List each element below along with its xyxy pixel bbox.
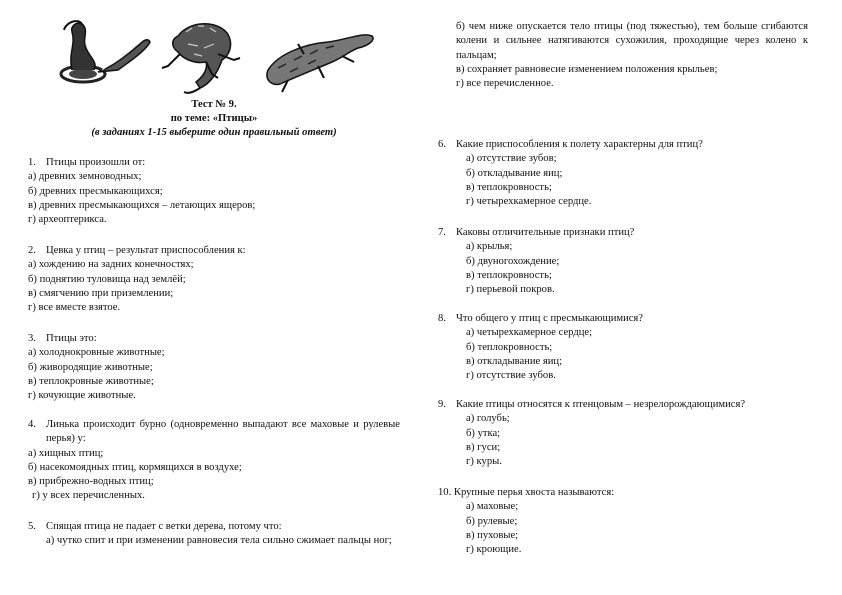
- answer-option: а) чутко спит и при изменении равновесия тела сильно сжимает пальцы ног;: [46, 535, 392, 547]
- answer-option: б) чем ниже опускается тело птицы (под тяжестью), тем больше сгибаются колени и сильнее натягиваются сухожилия, проходящие через колено к пальцам;: [456, 21, 808, 61]
- answer-option: в) откладывание яиц;: [466, 355, 563, 367]
- question-3: [28, 332, 400, 403]
- answer-option: в) смягчению при приземлении;: [28, 287, 174, 299]
- cobra-illustration: [61, 21, 150, 82]
- question-text: Птицы произошли от:: [46, 157, 146, 168]
- header-illustrations: [28, 14, 400, 96]
- answer-option: г) перьевой покров.: [466, 284, 555, 296]
- answer-option: в) сохраняет равновесие изменением положения крыльев;: [456, 63, 718, 75]
- question-text: Каковы отличительные признаки птиц?: [456, 227, 635, 238]
- answer-option: в) прибрежно-водных птиц;: [28, 476, 154, 488]
- answer-option: г) археоптерикса.: [28, 214, 107, 226]
- question-4: [28, 418, 400, 504]
- question-text: Спящая птица не падает с ветки дерева, потому что:: [46, 521, 282, 532]
- answer-option: б) древних пресмыкающихся;: [28, 185, 163, 197]
- answer-option: б) теплокровность;: [466, 341, 553, 353]
- answer-option: в) теплокровные животные;: [28, 375, 154, 387]
- answer-option: в) древних пресмыкающихся – летающих ящеров;: [28, 199, 256, 211]
- test-instruction: (в заданиях 1-15 выберите один правильный ответ): [91, 127, 337, 138]
- question-number: 8.: [438, 313, 446, 324]
- question-5: [28, 520, 400, 549]
- answer-option: г) кроющие.: [466, 544, 522, 556]
- answer-option: б) поднятию туловища над землёй;: [28, 273, 186, 285]
- answer-option: в) теплокровность;: [466, 269, 552, 281]
- answer-option: а) крылья;: [466, 241, 513, 253]
- answer-option: г) кочующие животные.: [28, 390, 136, 402]
- answer-option: г) у всех перечисленных.: [32, 490, 145, 502]
- answer-option: а) маховые;: [466, 501, 519, 513]
- answer-option: г) отсутствие зубов.: [466, 370, 556, 382]
- question-text: Цевка у птиц – результат приспособления к:: [46, 245, 246, 256]
- answer-option: б) рулевые;: [466, 515, 518, 527]
- answer-option: б) насекомоядных птиц, кормящихся в воздухе;: [28, 461, 242, 473]
- question-9: [438, 398, 808, 469]
- answer-option: г) все перечисленное.: [456, 78, 554, 90]
- question-8: [438, 312, 808, 383]
- question-10: [438, 486, 808, 557]
- question-number: 9.: [438, 399, 446, 410]
- question-text: Какие птицы относятся к птенцовым – незрелорождающимися?: [456, 399, 746, 410]
- newt-illustration: [267, 35, 373, 92]
- answer-option: б) откладывание яиц;: [466, 167, 563, 179]
- question-5-continuation: [438, 20, 808, 91]
- question-text: Линька происходит бурно (одновременно выпадают все маховые и рулевые перья) у:: [46, 419, 400, 445]
- question-7: [438, 226, 808, 297]
- question-number: 7.: [438, 227, 446, 238]
- question-number: 10.: [438, 487, 452, 498]
- answer-option: в) теплокровность;: [466, 181, 552, 193]
- question-number: 4.: [28, 419, 36, 430]
- answer-option: а) древних земноводных;: [28, 171, 142, 183]
- question-number: 1.: [28, 157, 36, 168]
- question-text: Что общего у птиц с пресмыкающимися?: [456, 313, 644, 324]
- title-block: [28, 98, 400, 140]
- question-number: 5.: [28, 521, 36, 532]
- test-title: Тест № 9.: [191, 99, 237, 110]
- question-number: 6.: [438, 139, 446, 150]
- answer-option: а) отсутствие зубов;: [466, 153, 557, 165]
- answer-option: б) утка;: [466, 427, 501, 439]
- answer-option: а) холоднокровные животные;: [28, 347, 165, 359]
- answer-option: а) хищных птиц;: [28, 447, 104, 459]
- answer-option: а) хождению на задних конечностях;: [28, 259, 194, 271]
- lizard-illustration: [162, 24, 240, 93]
- answer-option: б) двуногохождение;: [466, 255, 560, 267]
- answer-option: г) куры.: [466, 456, 502, 468]
- test-topic: по теме: «Птицы»: [170, 113, 258, 124]
- answer-option: в) пуховые;: [466, 529, 519, 541]
- question-2: [28, 244, 400, 315]
- answer-option: б) живородящие животные;: [28, 361, 153, 373]
- question-text: Какие приспособления к полету характерны для птиц?: [456, 139, 703, 150]
- answer-option: а) голубь;: [466, 413, 510, 425]
- question-1: [28, 156, 400, 227]
- answer-option: в) гуси;: [466, 441, 501, 453]
- question-6: [438, 138, 808, 209]
- answer-option: г) все вместе взятое.: [28, 302, 121, 314]
- answer-option: г) четырехкамерное сердце.: [466, 196, 592, 208]
- question-text: Крупные перья хвоста называются:: [453, 487, 615, 498]
- answer-option: а) четырехкамерное сердце;: [466, 327, 593, 339]
- question-number: 2.: [28, 245, 36, 256]
- question-number: 3.: [28, 333, 36, 344]
- question-text: Птицы это:: [46, 333, 97, 344]
